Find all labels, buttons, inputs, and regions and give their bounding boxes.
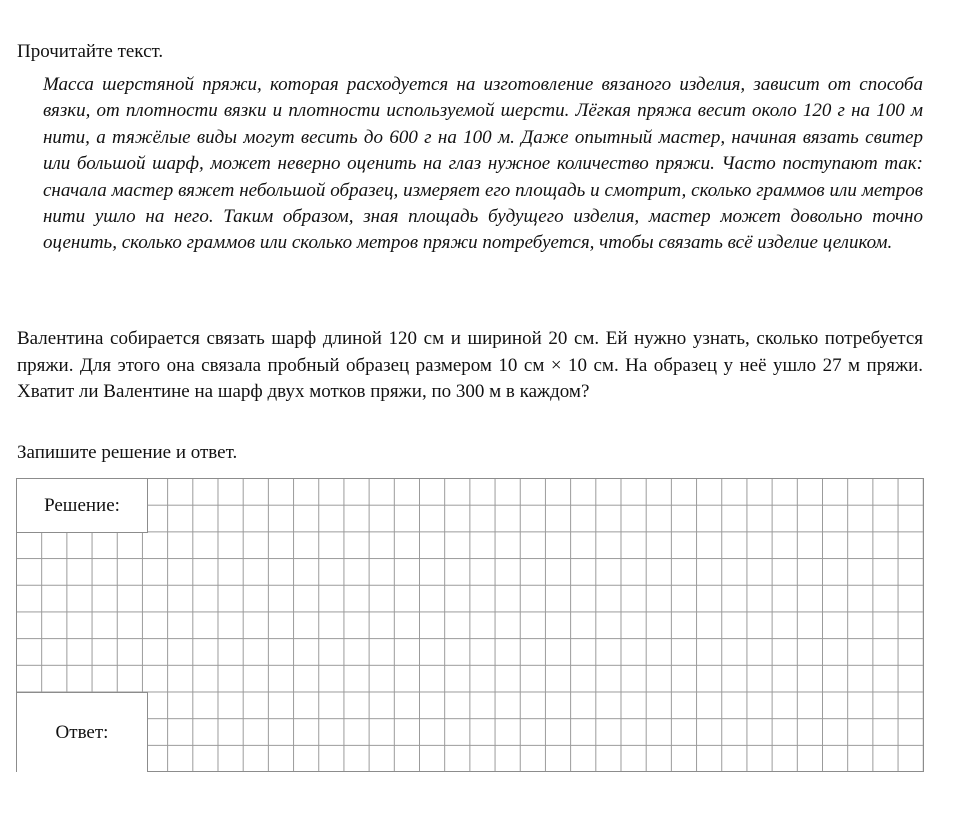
solution-label: Решение:: [44, 494, 120, 516]
answer-grid[interactable]: [16, 478, 924, 772]
solution-label-box: [17, 479, 148, 533]
intro-instruction: Прочитайте текст.: [17, 41, 164, 62]
answer-label-box: [17, 692, 148, 772]
problem-statement: Валентина собирается связать шарф длиной 120 см и шириной 20 см. Ей нужно узнать, сколько потребуется пряжи. Для этого она связала пробный образец размером 10 см × 10 см. На образец у неё ушло 27 м пряжи. Хватит ли Валентине на шарф двух мотков пряжи, по 300 м в каждом?: [17, 328, 923, 402]
reading-passage: Масса шерстяной пряжи, которая расходуется на изготовление вязаного изделия, зависит от способа вязки, от плотности вязки и плотности используемой шерсти. Лёгкая пряжа весит около 120 г на 100 м нити, а тяжёлые виды могут весить до 600 г на 100 м. Даже опытный мастер, начиная вязать свитер или большой шарф, может неверно оценить на глаз нужное количество пряжи. Часто поступают так: сначала мастер вяжет небольшой образец, измеряет его площадь и смотрит, сколько граммов или метров нити ушло на него. Таким образом, зная площадь будущего изделия, мастер может довольно точно оценить, сколько граммов или сколько метров пряжи потребуется, чтобы связать всё изделие целиком.: [43, 74, 923, 254]
write-solution-instruction: Запишите решение и ответ.: [17, 442, 238, 463]
answer-label: Ответ:: [55, 721, 109, 743]
